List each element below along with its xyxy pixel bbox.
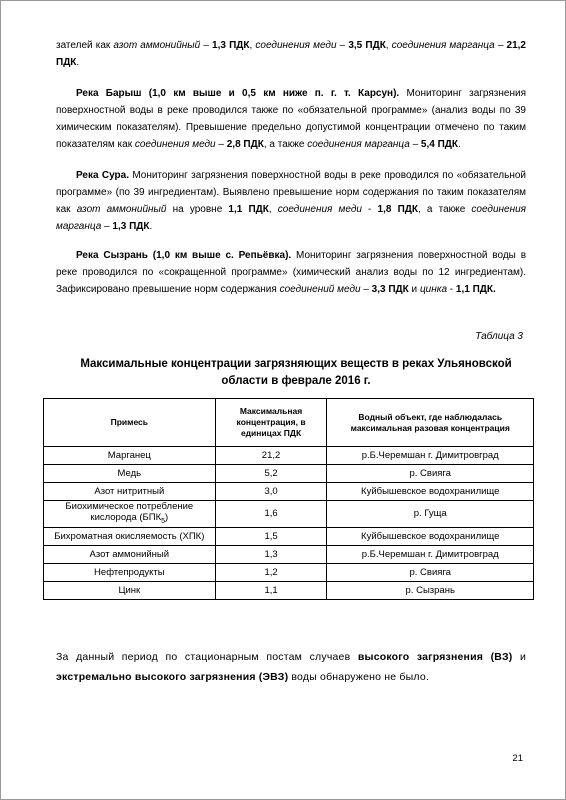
table-row [44,563,534,581]
cell-value: 1,3 [215,545,327,563]
concentrations-table [43,398,534,600]
cell-substance: Медь [44,465,216,483]
table-title: Максимальные концентрации загрязняющих веществ в реках Ульяновской области в феврале 2016 г. [80,358,512,387]
cell-substance: Бихроматная окисляемость (ХПК) [44,527,216,545]
cell-value: 1,5 [215,527,327,545]
paragraph-barysh: Река Барыш (1,0 км выше и 0,5 км ниже п. г. т. Карсун). Мониторинг загрязнения поверхностной воды в реке проводился также по «обязательной программе» (анализ воды по 39 химическим показателям). Превышение предельно допустимой концентрации отмечено по таким показателям как соединения меди – 2,8 ПДК, а также соединения марганца – 5,4 ПДК. [56,88,526,150]
closing-paragraph: За данный период по стационарным постам случаев высокого загрязнения (ВЗ) и экстремально высокого загрязнения (ЭВЗ) воды обнаружено не было. [56,651,527,683]
cell-place: Куйбышевское водохранилище [327,483,534,501]
paragraph-syzran: Река Сызрань (1,0 км выше с. Репьёвка). Мониторинг загрязнения поверхностной воды в реке проводился по «сокращенной программе» (химический анализ воды по 12 ингредиентам). Зафиксировано превышение норм содержания соединений меди – 3,3 ПДК и цинка - 1,1 ПДК. [56,250,527,295]
table-row [44,465,534,483]
cell-substance: Марганец [44,447,216,465]
cell-substance: Биохимическое потребление кислорода $(БПК_5)$ [44,501,216,528]
cell-substance: Азот нитритный [44,483,216,501]
cell-substance: Нефтепродукты [44,563,216,581]
table-row [44,501,534,528]
table-header-row [44,399,534,447]
header-water-body: Водный объект, где наблюдалась максимальная разовая концентрация [327,399,534,447]
cell-place: р.Б.Черемшан г. Димитровград [327,447,534,465]
cell-value: 5,2 [215,465,327,483]
header-max-concentration: Максимальная концентрация, в единицах ПДК [215,399,327,447]
cell-place: р. Гуща [327,501,534,528]
cell-value: 3,0 [215,483,327,501]
table-row [44,527,534,545]
table-row [44,447,534,465]
header-substance: Примесь [44,399,216,447]
cell-substance: Цинк [44,581,216,599]
cell-value: 21,2 [215,447,327,465]
table-label: Таблица 3 [475,331,523,342]
cell-place: р. Свияга [327,465,534,483]
page-number: 21 [512,753,523,764]
cell-value: 1,1 [215,581,327,599]
cell-place: р.Б.Черемшан г. Димитровград [327,545,534,563]
paragraph-continuation: зателей как азот аммонийный – 1,3 ПДК, соединения меди – 3,5 ПДК, соединения марганца – 21,2 ПДК. [56,40,526,68]
table-row [44,483,534,501]
cell-substance: Азот аммонийный [44,545,216,563]
cell-value: 1,2 [215,563,327,581]
cell-place: Куйбышевское водохранилище [327,527,534,545]
cell-place: р. Свияга [327,563,534,581]
table-row [44,581,534,599]
table-row [44,545,534,563]
cell-value: 1,6 [215,501,327,528]
paragraph-sura: Река Сура. Мониторинг загрязнения поверхностной воды в реке проводился по «обязательной программе» (по 39 ингредиентам). Выявлено превышение норм содержания по таким показателям как азот аммонийный на уровне 1,1 ПДК, соединения меди - 1,8 ПДК, а также соединения марганца – 1,3 ПДК. [56,170,526,232]
cell-place: р. Сызрань [327,581,534,599]
